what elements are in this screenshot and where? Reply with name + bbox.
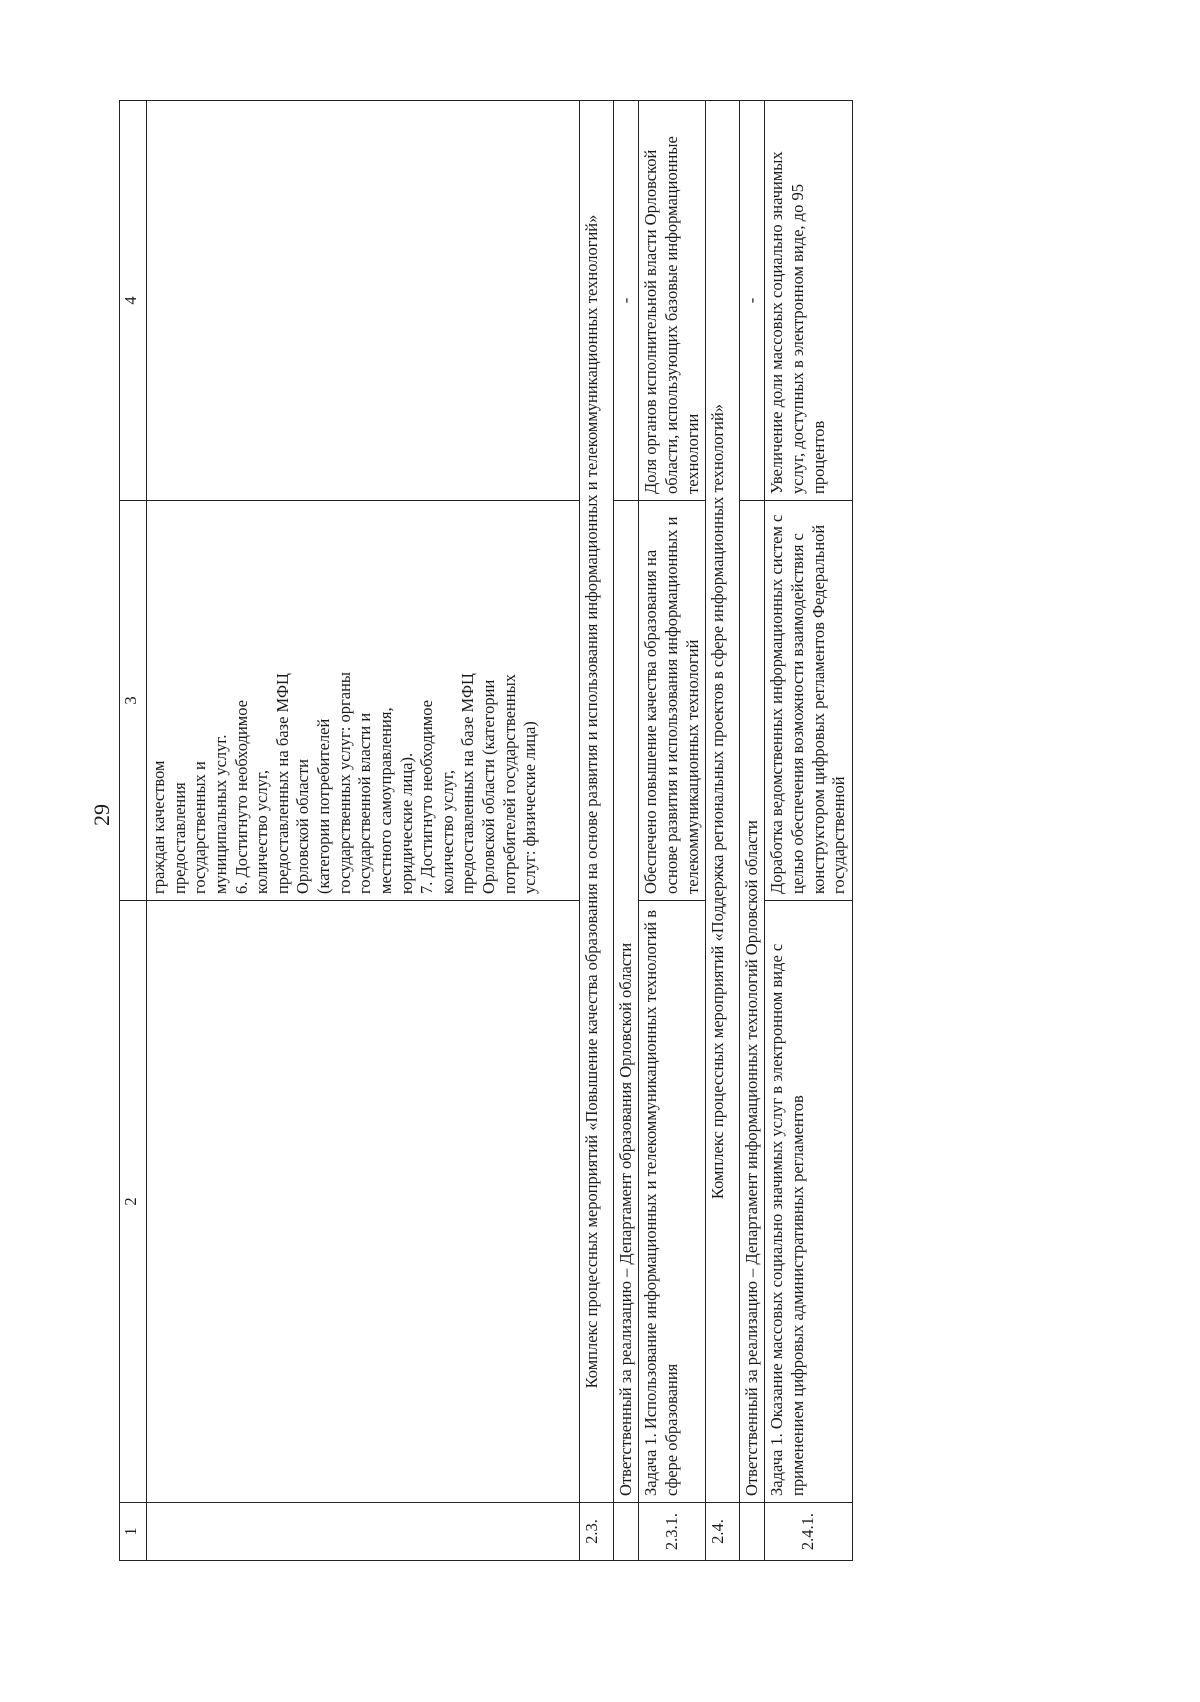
text-line: количество услуг,	[252, 770, 272, 894]
page-number: 29	[89, 804, 114, 826]
text-line: услуг: физические лица)	[520, 721, 540, 894]
task-number: 2.4.1.	[765, 1503, 853, 1561]
cell-empty	[613, 1503, 639, 1561]
header-col-2: 2	[120, 901, 147, 1503]
text-line: (категории потребителей	[314, 718, 333, 894]
task-text: Задача 1. Оказание массовых социально значимых услуг в электронном виде с применением цифровых административных регламентов	[765, 901, 853, 1503]
responsible-text: Ответственный за реализацию – Департамент информационных технологий Орловской области	[739, 501, 765, 1503]
text-line: государственных услуг: органы	[334, 671, 354, 894]
responsible-text: Ответственный за реализацию – Департамент образования Орловской области	[613, 501, 639, 1503]
section-title: Комплекс процессных мероприятий «Поддержка региональных проектов в сфере информационных технологий»	[706, 101, 740, 1503]
text-line: государственной власти и	[355, 712, 375, 894]
text-line: 6. Достигнуто необходимое	[231, 699, 251, 894]
header-col-4: 4	[120, 101, 147, 501]
section-2-3-responsible-row	[613, 101, 639, 1561]
text-line: предоставления	[169, 782, 189, 894]
section-number: 2.3.	[580, 1503, 614, 1561]
header-col-3: 3	[120, 501, 147, 901]
cell-empty	[147, 901, 580, 1503]
text-line: предоставленных на базе МФЦ	[458, 673, 478, 894]
indicator: Увеличение доли массовых социально значимых услуг, доступных в электронном виде, до 95 процентов	[765, 101, 853, 501]
rotated-table-container	[119, 101, 1082, 1561]
text-line: количество услуг,	[437, 770, 457, 894]
section-2-4-task-row	[765, 101, 853, 1561]
section-2-3-title-row	[580, 101, 614, 1561]
section-2-4-title-row	[706, 101, 740, 1561]
task-number: 2.3.1.	[639, 1503, 706, 1561]
text-line: государственных и	[190, 761, 210, 894]
cell-empty	[739, 1503, 765, 1561]
section-2-4-responsible-row	[739, 101, 765, 1561]
text-line: граждан качеством	[149, 760, 168, 894]
section-title: Комплекс процессных мероприятий «Повышение качества образования на основе развития и использования информационных и телекоммуникационных технологий»	[580, 101, 614, 1503]
cell-empty	[147, 101, 580, 501]
task-text: Задача 1. Использование информационных и телекоммуникационных технологий в сфере образования	[639, 901, 706, 1503]
text-line: Орловской области (категории	[479, 679, 498, 894]
section-number: 2.4.	[706, 1503, 740, 1561]
cell-empty	[147, 1503, 580, 1561]
text-line: юридические лица).	[396, 752, 416, 894]
text-line: Орловской области	[293, 759, 313, 894]
expected-result: Обеспечено повышение качества образования на основе развития и использования информационных и телекоммуникационных технологий	[639, 501, 706, 901]
table-row-continued	[147, 101, 580, 1561]
text-line: муниципальных услуг.	[210, 734, 230, 894]
indicator: Доля органов исполнительной власти Орловской области, использующих базовые информационные технологии	[639, 101, 706, 501]
text-line: 7. Достигнуто необходимое	[417, 699, 437, 894]
program-table	[119, 100, 853, 1561]
header-row	[120, 101, 147, 1561]
text-line: предоставленных на базе МФЦ	[272, 673, 292, 894]
dash-cell: -	[613, 101, 639, 501]
header-col-1: 1	[120, 1503, 147, 1561]
section-2-3-task-row	[639, 101, 706, 1561]
table-frame	[119, 101, 1082, 1561]
text-line: потребителей государственных	[499, 674, 519, 894]
expected-result: Доработка ведомственных информационных систем с целью обеспечения возможности взаимодействия с конструктором цифровых регламентов Федеральной государственной	[765, 501, 853, 901]
dash-cell: -	[739, 101, 765, 501]
text-line: местного самоуправления,	[375, 707, 395, 894]
continued-results-cell	[147, 501, 580, 901]
